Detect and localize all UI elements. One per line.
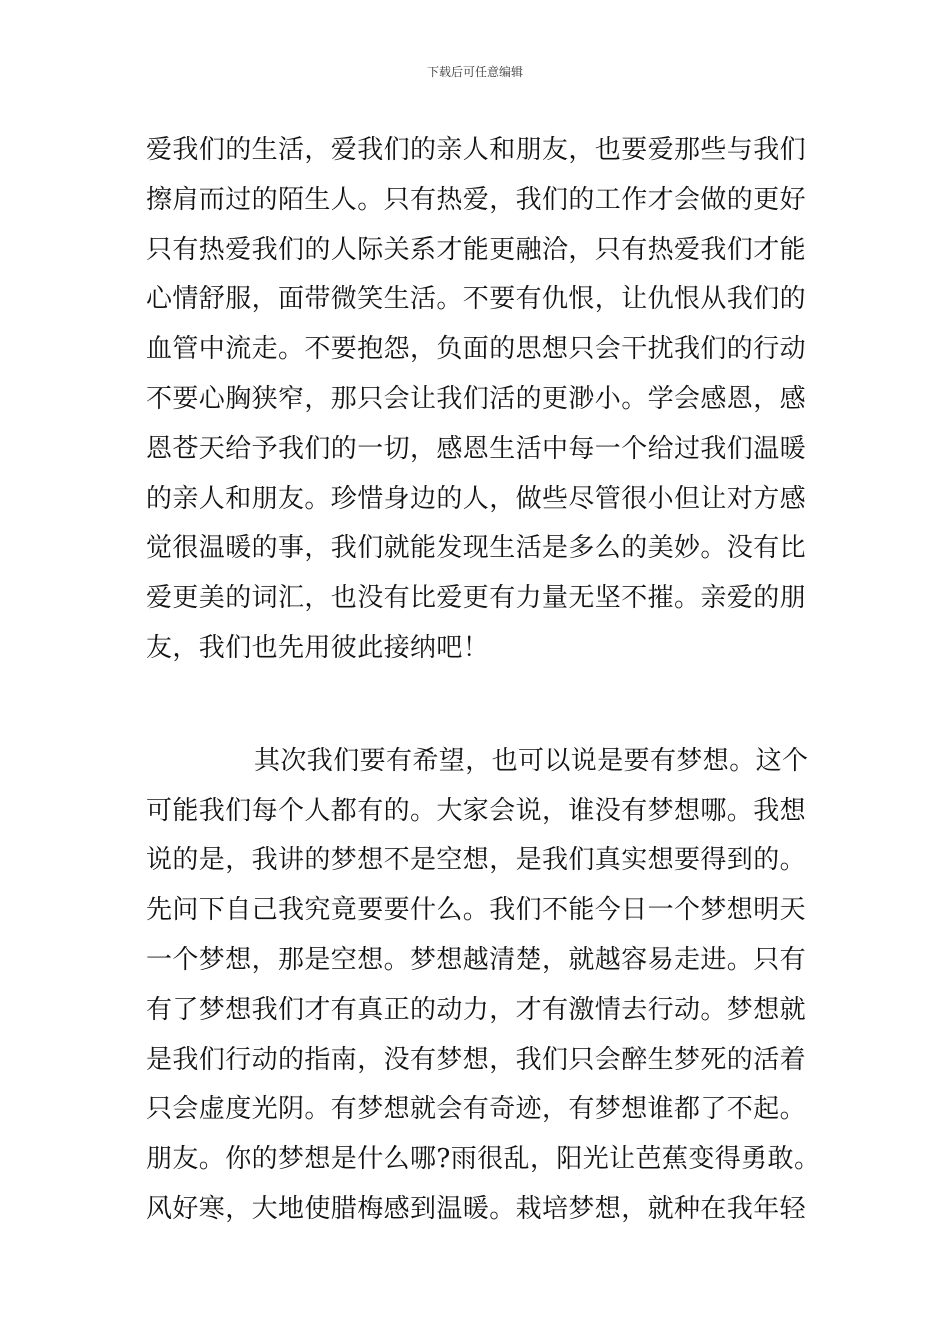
paragraph-love (146, 126, 806, 674)
paragraph-dream (146, 737, 821, 1235)
text-line: 的亲人和朋友。珍惜身边的人，做些尽管很小但让对方感 (146, 483, 807, 514)
text-line-indented: 其次我们要有希望，也可以说是要有梦想。这个 (254, 745, 809, 776)
document-body (146, 126, 821, 1235)
text-line: 是我们行动的指南，没有梦想，我们只会醉生梦死的活着 (146, 1044, 807, 1075)
text-line: 只会虚度光阴。有梦想就会有奇迹，有梦想谁都了不起。 (146, 1094, 807, 1125)
text-line: 先问下自己我究竟要要什么。我们不能今日一个梦想明天 (146, 895, 807, 926)
text-line: 友，我们也先用彼此接纳吧！ (146, 632, 490, 663)
text-line: 说的是，我讲的梦想不是空想，是我们真实想要得到的。 (146, 845, 807, 876)
text-line: 只有热爱我们的人际关系才能更融洽，只有热爱我们才能 (146, 234, 807, 265)
text-line: 爱我们的生活，爱我们的亲人和朋友，也要爱那些与我们 (146, 135, 807, 165)
text-line: 有了梦想我们才有真正的动力，才有激情去行动。梦想就 (146, 994, 807, 1025)
text-line: 恩苍天给予我们的一切，感恩生活中每一个给过我们温暖 (146, 433, 807, 464)
text-line: 可能我们每个人都有的。大家会说，谁没有梦想哪。我想 (146, 795, 807, 826)
text-line: 血管中流走。不要抱怨，负面的思想只会干扰我们的行动 (146, 334, 807, 365)
text-line: 擦肩而过的陌生人。只有热爱，我们的工作才会做的更好 (146, 184, 807, 215)
page-header-note: 下载后可任意编辑 (426, 65, 523, 79)
text-line: 心情舒服，面带微笑生活。不要有仇恨，让仇恨从我们的 (146, 284, 807, 315)
paragraph-spacer (146, 674, 806, 737)
text-line: 爱更美的词汇，也没有比爱更有力量无坚不摧。亲爱的朋 (146, 583, 807, 614)
text-line: 不要心胸狭窄，那只会让我们活的更渺小。学会感恩，感 (146, 383, 807, 414)
text-line: 一个梦想，那是空想。梦想越清楚，就越容易走进。只有 (146, 944, 807, 975)
text-line: 风好寒，大地使腊梅感到温暖。栽培梦想，就种在我年轻 (146, 1193, 807, 1224)
text-line: 朋友。你的梦想是什么哪?雨很乱，阳光让芭蕉变得勇敢。 (146, 1144, 821, 1175)
text-line: 觉很温暖的事，我们就能发现生活是多么的美妙。没有比 (146, 533, 807, 564)
